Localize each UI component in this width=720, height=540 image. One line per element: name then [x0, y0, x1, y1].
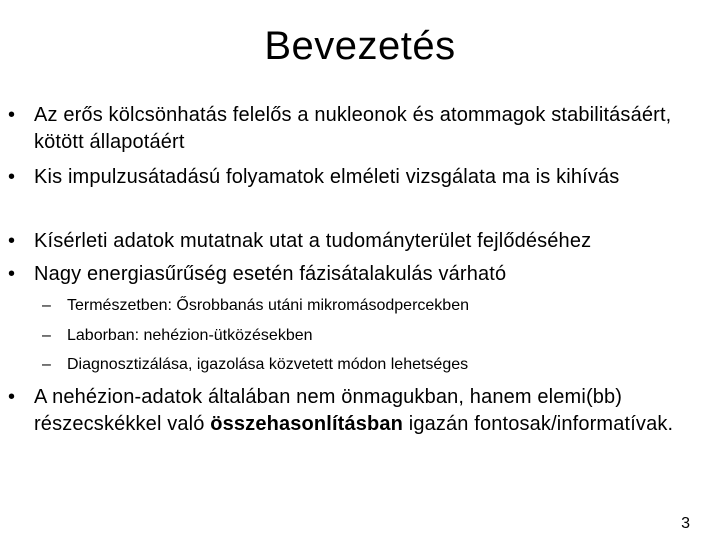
bullet-marker: • [8, 166, 16, 188]
bullet-marker: • [8, 386, 16, 408]
bullet-marker: • [8, 230, 16, 252]
bullet-text: Nagy energiasűrűség esetén fázisátalakulás várható [34, 263, 507, 285]
bullet-text [34, 384, 698, 438]
bullet-item [8, 261, 698, 288]
sub-bullet-item [42, 294, 682, 318]
bullet-marker: • [8, 104, 16, 126]
dash-marker: – [42, 327, 51, 344]
bullet-item [8, 164, 698, 191]
bullet-item [8, 384, 698, 438]
bullet-text: Kísérleti adatok mutatnak utat a tudományterület fejlődéséhez [34, 230, 592, 252]
bullet-text: Kis impulzusátadású folyamatok elméleti vizsgálata ma is kihívás [34, 166, 620, 188]
dash-marker: – [42, 356, 51, 373]
slide-title: Bevezetés [264, 24, 456, 68]
page-number: 3 [681, 515, 690, 532]
bullet-text-emphasis: összehasonlításban [210, 413, 404, 435]
bullet-text-end: igazán fontosak/informatívak. [403, 413, 674, 435]
bullet-text-start: A nehézion-adatok általában nem önmagukban, hanem elemi(bb) részecskékkel való [34, 386, 623, 435]
bullet-item [8, 228, 698, 255]
bullet-marker: • [8, 263, 16, 285]
bullet-item [8, 102, 698, 156]
dash-marker: – [42, 297, 51, 314]
sub-bullet-item [42, 353, 682, 377]
sub-bullet-item [42, 324, 682, 348]
sub-bullet-text: Laborban: nehézion-ütközésekben [67, 327, 313, 344]
bullet-text: Az erős kölcsönhatás felelős a nukleonok és atommagok stabilitásáért, kötött állapotáért [34, 104, 672, 153]
sub-bullet-text: Természetben: Ősrobbanás utáni mikromásodpercekben [67, 297, 469, 314]
sub-bullet-text: Diagnosztizálása, igazolása közvetett módon lehetséges [67, 356, 469, 373]
